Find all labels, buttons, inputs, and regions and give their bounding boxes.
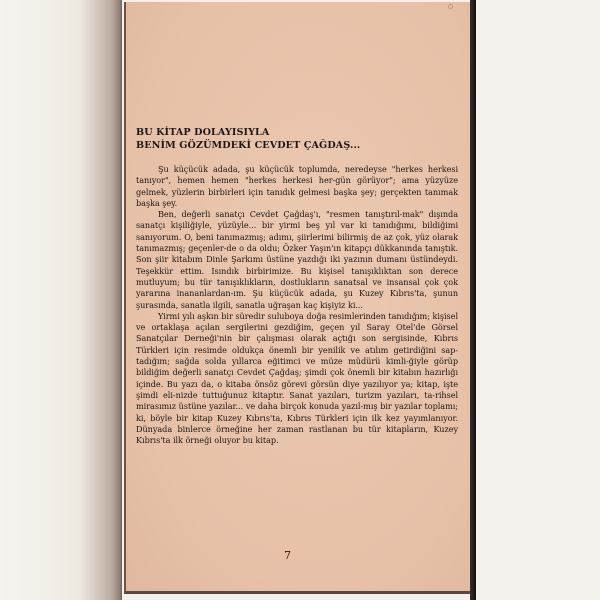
paragraph-2: Ben, değerli sanatçı Cevdet Çağdaş'ı, "resmen tanıştırıl-mak" dışında sanatçı kişiliğiyle, yüzüyle... bir yirmi beş yıl var ki tanıdığımı, bildiğimi sanıyorum. O, beni tanımazmış; adımı, şiirlerimi bilirmiş de az çok, yüz olarak tanımazmış; geçenler-de o da oldu; Özker Yaşın'ın kitapçı dükkanında tanıştık. Son şiir kitabım Dinle Şarkımı üstüne yazdığı iki yazının dumanı üstündeydi. Teşekkür ettim. Isındık birbirimize. Bu kişisel tanışıklıktan son derece mutluyum; bu tür tanışıklıkların, dostlukların sanatsal ve insansal çok çok yararına inananlardan-ım. Şu küçücük adada, şu Kuzey Kıbrıs'ta, şunun şurasında, sanatla ilgili, sanatla uğraşan kaç kişiyiz ki... <box>136 209 458 310</box>
title-line-1: BU KİTAP DOLAYISIYLA <box>136 127 270 138</box>
scanner-margin <box>476 0 600 600</box>
paragraph-3: Yirmi yılı aşkın bir süredir suluboya doğa resimlerinden tanıdığım; kişisel ve ortaklaşa açılan sergilerini gezdiğim, geçen yıl Saray Otel'de Görsel Sanatçılar Derneği'nin bir çalışması olarak açtığı son sergisinde, Kıbrıs Türkleri için resimde oldukça önemli bir yenilik ve atılım getirdiğini sap-tadığım; sağda solda yıllarca eğitimci ve müze müdürü kimli-ğiyle görüp bildiğim değerli sanatçı Cevdet Çağdaş; şimdi çok önemli bir kitabın hazırlığı içinde. Bu yazı da, o kitaba önsöz görevi görsün diye yazılıyor ya; kitap, işte şimdi eli-nizde tuttuğunuz kitaptır. Sanat yazıları, turizm yazıları, ta-rihsel mirasımız üstüne yazılar... ve daha birçok konuda yazıl-mış bir yazılar toplamı; ki, böyle bir kitap Kuzey Kıbrıs'ta, Kıbrıs Türkleri için ilk kez yayımlanıyor. Dünyada binlerce örneğine her zaman rastlanan bu tür kitapların, Kuzey Kıbrıs'ta ilk örneği oluyor bu kitap. <box>136 310 458 446</box>
page-number: 7 <box>284 549 291 562</box>
book-spine-shadow <box>0 0 122 600</box>
page-title <box>136 126 458 152</box>
paragraph-1: Şu küçücük adada, şu küçücük toplumda, neredeyse "herkes herkesi tanıyor", hemen hemen "herkes herkesi her-gün görüyor"; ama yüzyüze gelmek, yüzlerin birbirleri için tanıdık gelmesi başka şey; gerçekten tanımak başka şey. <box>136 164 458 208</box>
title-line-2: BENİM GÖZÜMDEKİ CEVDET ÇAĞDAŞ... <box>136 140 361 151</box>
corner-mark: ○ <box>448 3 454 10</box>
page-content <box>136 126 458 446</box>
